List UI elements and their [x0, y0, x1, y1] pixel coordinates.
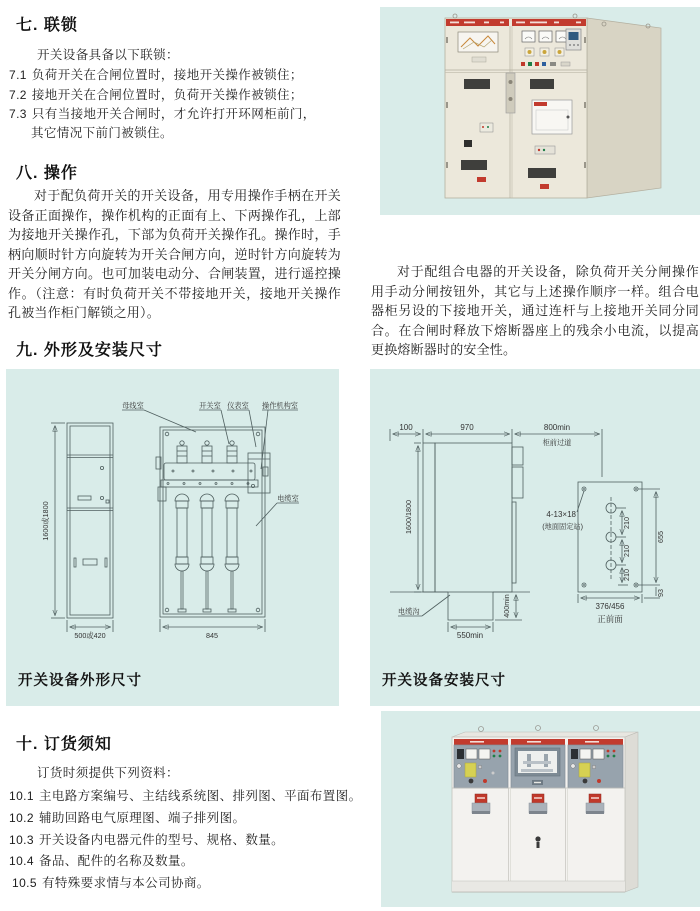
- dim-pitch-3: 210: [622, 569, 631, 581]
- outline-drawing-panel: [6, 369, 339, 706]
- control-panels: [454, 745, 623, 788]
- switch-assembly: [156, 441, 258, 501]
- label-switch-room: 开关室: [199, 401, 221, 410]
- front-fixing-plate-view: [542, 482, 665, 624]
- dim-height: 1600或1800: [41, 501, 50, 541]
- side-view: [41, 423, 113, 640]
- red-nameplate-banner: [446, 19, 586, 26]
- item-number: 10.2: [9, 811, 34, 825]
- install-drawing-caption: 开关设备安装尺寸: [382, 673, 506, 689]
- two-panel-cabinet-illustration: [380, 7, 700, 215]
- red-nameplate-banners: [454, 739, 623, 745]
- label-cable-trench: 电缆沟: [398, 607, 420, 616]
- label-front-view: 正前面: [597, 614, 623, 624]
- section-9-heading: 九. 外形及安装尺寸: [16, 342, 163, 359]
- ordering-item: [9, 786, 361, 804]
- label-cable-room: 电缆室: [277, 494, 299, 503]
- ordering-item: [9, 851, 194, 869]
- ordering-item: [9, 808, 245, 826]
- item-text: 备品、配件的名称及数量。: [38, 854, 194, 868]
- product-photo-three-panel: [381, 711, 700, 907]
- ordering-intro: 订货时须提供下列资料：: [37, 766, 179, 780]
- dim-plate-width: 376/456: [595, 602, 625, 611]
- interlock-item-continuation: 其它情况下前门被锁住。: [31, 126, 173, 140]
- section-10-heading: 十. 订货须知: [16, 736, 112, 753]
- dim-fixing-holes: 4-13×18: [546, 510, 576, 519]
- ordering-item: [12, 873, 210, 891]
- item-text: 辅助回路电气原理图、端子排列图。: [38, 811, 246, 825]
- product-photo-two-panel: [380, 7, 700, 215]
- item-text: 只有当接地开关合闸时，才允许打开环网柜前门，: [31, 107, 316, 121]
- ordering-item: [9, 830, 284, 848]
- operation-paragraph-left: 对于配负荷开关的开关设备，用专用操作手柄在开关设备正面操作，操作机构的正面有上、下两操作孔，上部为接地开关操作孔，下部为负荷开关操作孔。操作时，手柄向顺时针方向旋转为开关合闸方向，逆时针方向旋转为开关分闸方向。也可加装电动分、合闸装置，进行遥控操作。（注意：有时负荷开关不带接地开关，接地开关操作孔被当作柜门解锁之用）。: [8, 188, 341, 320]
- fuse-tubes: [175, 494, 239, 612]
- dim-trench-width: 550min: [456, 631, 484, 640]
- item-number: 7.3: [9, 107, 27, 121]
- dim-trench-depth: 400min: [502, 594, 511, 618]
- side-installation-view: [390, 423, 602, 640]
- note-ground-fixed: (地面固定站): [542, 522, 583, 531]
- dim-pitch-1: 210: [622, 517, 631, 529]
- item-number: 10.3: [9, 833, 34, 847]
- interlock-item: [9, 104, 316, 122]
- section-7-intro: 开关设备具备以下联锁：: [37, 48, 179, 62]
- center-mechanism: [506, 73, 515, 113]
- label-aisle: 柜前过道: [542, 438, 572, 447]
- item-text: 有特殊要求情与本公司协商。: [41, 876, 210, 890]
- installation-dimension-drawing: [370, 369, 700, 706]
- dim-width: 845: [206, 631, 218, 640]
- item-number: 10.4: [9, 854, 34, 868]
- item-text: 接地开关在合闸位置时，负荷开关操作被锁住；: [31, 88, 303, 102]
- dim-depth: 500或420: [74, 631, 106, 640]
- label-mechanism-room: 操作机构室: [262, 401, 298, 410]
- dim-offset: 93: [656, 589, 665, 597]
- front-section-view: [122, 401, 299, 640]
- section-7-heading: 七. 联锁: [16, 17, 78, 34]
- label-busbar-room: 母线室: [122, 401, 144, 410]
- item-number: 10.5: [12, 876, 37, 890]
- label-meter-room: 仪表室: [227, 401, 249, 410]
- dim-depth: 970: [460, 423, 474, 432]
- item-number: 7.2: [9, 88, 27, 102]
- interlock-item: [9, 65, 303, 83]
- section-8-heading: 八. 操作: [16, 165, 78, 182]
- dim-left-gap: 100: [399, 423, 413, 432]
- item-text: 负荷开关在合闸位置时，接地开关操作被锁住；: [31, 68, 303, 82]
- interlock-item: [9, 85, 303, 103]
- install-drawing-panel: [370, 369, 700, 706]
- dim-span: 655: [656, 531, 665, 543]
- dim-height: 1600/1800: [404, 500, 413, 534]
- outline-dimension-drawing: [6, 369, 339, 706]
- dim-aisle: 800min: [543, 423, 571, 432]
- outline-drawing-caption: 开关设备外形尺寸: [18, 673, 142, 689]
- mechanism-box: [248, 453, 270, 493]
- item-number: 10.1: [9, 789, 34, 803]
- operation-paragraph-right: 对于配组合电器的开关设备，除负荷开关分闸操作用手动分闸按钮外，其它与上述操作顺序一样。组合电器柜另设的下接地开关，通过连杆与上接地开关同分同合。在合闸时释放下熔断器座上的残余小电流，以提高更换熔断器时的安全性。: [371, 264, 699, 357]
- item-number: 7.1: [9, 68, 27, 82]
- dim-pitch-2: 210: [622, 545, 631, 557]
- item-text: 开关设备内电器元件的型号、规格、数量。: [38, 833, 285, 847]
- three-panel-cabinet-illustration: [381, 711, 700, 907]
- item-text: 主电路方案编号、主结线系统图、排列图、平面布置图。: [38, 789, 362, 803]
